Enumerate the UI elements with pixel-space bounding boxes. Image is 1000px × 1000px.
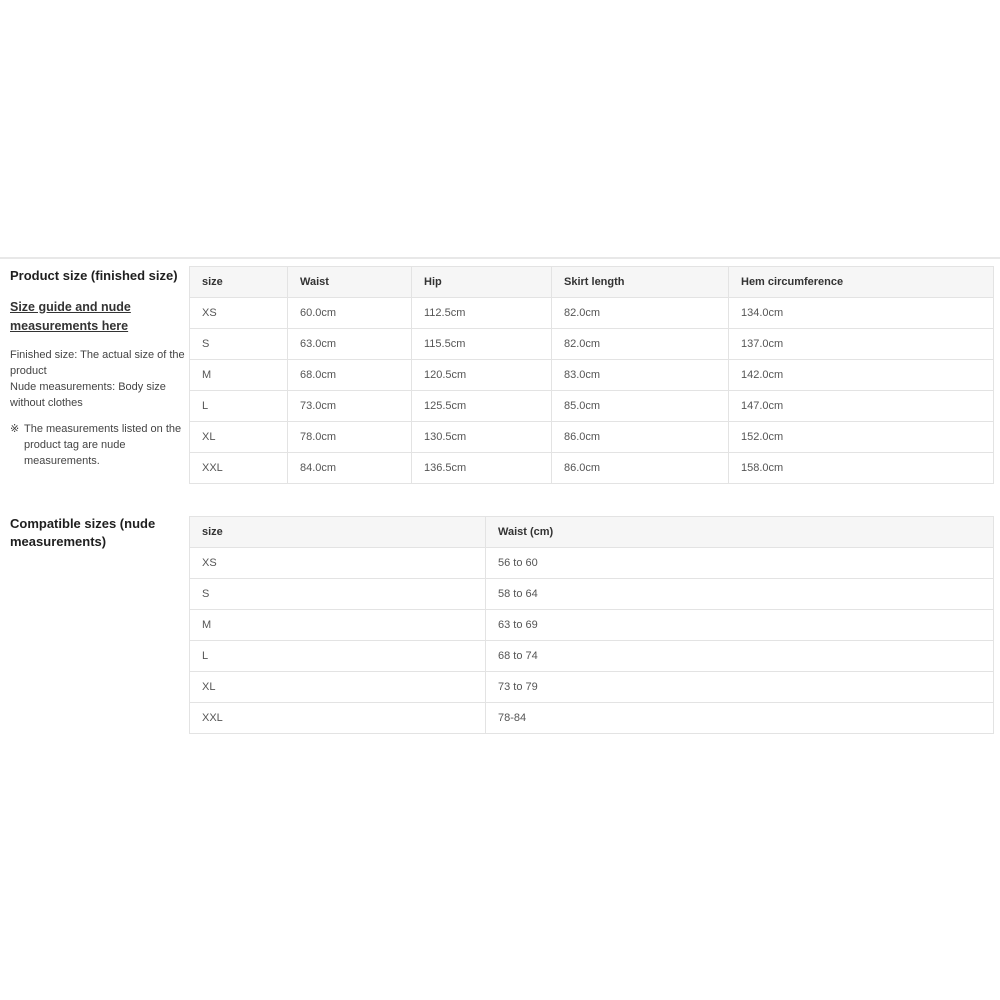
table-row <box>190 360 994 391</box>
table-row <box>190 703 994 734</box>
table-cell: XXL <box>190 453 288 484</box>
column-header: size <box>190 517 486 548</box>
table-cell: 68.0cm <box>288 360 412 391</box>
column-header: size <box>190 267 288 298</box>
table-row <box>190 453 994 484</box>
table-cell: XL <box>190 422 288 453</box>
table-row <box>190 579 994 610</box>
size-description <box>10 348 186 412</box>
table-cell: 68 to 74 <box>486 641 994 672</box>
table-cell: S <box>190 329 288 360</box>
table-row <box>190 391 994 422</box>
table-cell: 60.0cm <box>288 298 412 329</box>
table-cell: 82.0cm <box>552 329 729 360</box>
table-cell: 82.0cm <box>552 298 729 329</box>
table-cell: 134.0cm <box>729 298 994 329</box>
table-row <box>190 610 994 641</box>
table-cell: 152.0cm <box>729 422 994 453</box>
table-cell: 130.5cm <box>412 422 552 453</box>
finished-size-definition: Finished size: The actual size of the product <box>10 349 185 378</box>
column-header: Hem circumference <box>729 267 994 298</box>
note-text: The measurements listed on the product tag are nude measurements. <box>24 423 182 467</box>
table-cell: XL <box>190 672 486 703</box>
compatible-size-table <box>189 516 994 734</box>
column-header: Waist <box>288 267 412 298</box>
table-cell: 115.5cm <box>412 329 552 360</box>
table-cell: 73.0cm <box>288 391 412 422</box>
table-row <box>190 641 994 672</box>
column-header: Waist (cm) <box>486 517 994 548</box>
table-cell: XS <box>190 298 288 329</box>
note-marker: ※ <box>10 423 20 436</box>
table-cell: XS <box>190 548 486 579</box>
table-cell: 63.0cm <box>288 329 412 360</box>
product-size-info-panel <box>10 267 186 470</box>
table-row <box>190 548 994 579</box>
table-cell: 137.0cm <box>729 329 994 360</box>
table-header-row <box>190 517 994 548</box>
table-cell: 84.0cm <box>288 453 412 484</box>
table-row <box>190 329 994 360</box>
table-row <box>190 298 994 329</box>
table-cell: 73 to 79 <box>486 672 994 703</box>
table-cell: 86.0cm <box>552 453 729 484</box>
column-header: Hip <box>412 267 552 298</box>
table-cell: 78-84 <box>486 703 994 734</box>
table-cell: 78.0cm <box>288 422 412 453</box>
section-divider <box>0 257 1000 259</box>
table-cell: 112.5cm <box>412 298 552 329</box>
product-size-table <box>189 266 994 484</box>
table-header-row <box>190 267 994 298</box>
column-header: Skirt length <box>552 267 729 298</box>
table-cell: M <box>190 360 288 391</box>
table-cell: 58 to 64 <box>486 579 994 610</box>
table-cell: 63 to 69 <box>486 610 994 641</box>
table-cell: L <box>190 391 288 422</box>
nude-measurements-definition: Nude measurements: Body size without clothes <box>10 381 166 410</box>
table-cell: 142.0cm <box>729 360 994 391</box>
table-cell: S <box>190 579 486 610</box>
measurement-note <box>10 422 186 470</box>
compatible-sizes-info-panel <box>10 515 186 550</box>
table-cell: 125.5cm <box>412 391 552 422</box>
table-cell: M <box>190 610 486 641</box>
table-cell: 56 to 60 <box>486 548 994 579</box>
table-cell: 120.5cm <box>412 360 552 391</box>
table-cell: 85.0cm <box>552 391 729 422</box>
table-cell: L <box>190 641 486 672</box>
table-row <box>190 672 994 703</box>
table-row <box>190 422 994 453</box>
table-cell: XXL <box>190 703 486 734</box>
table-cell: 158.0cm <box>729 453 994 484</box>
table-cell: 147.0cm <box>729 391 994 422</box>
compatible-sizes-heading: Compatible sizes (nude measurements) <box>10 516 156 549</box>
product-size-heading: Product size (finished size) <box>10 268 178 283</box>
table-cell: 136.5cm <box>412 453 552 484</box>
table-cell: 86.0cm <box>552 422 729 453</box>
size-guide-link[interactable]: Size guide and nude measurements here <box>10 299 131 333</box>
table-cell: 83.0cm <box>552 360 729 391</box>
